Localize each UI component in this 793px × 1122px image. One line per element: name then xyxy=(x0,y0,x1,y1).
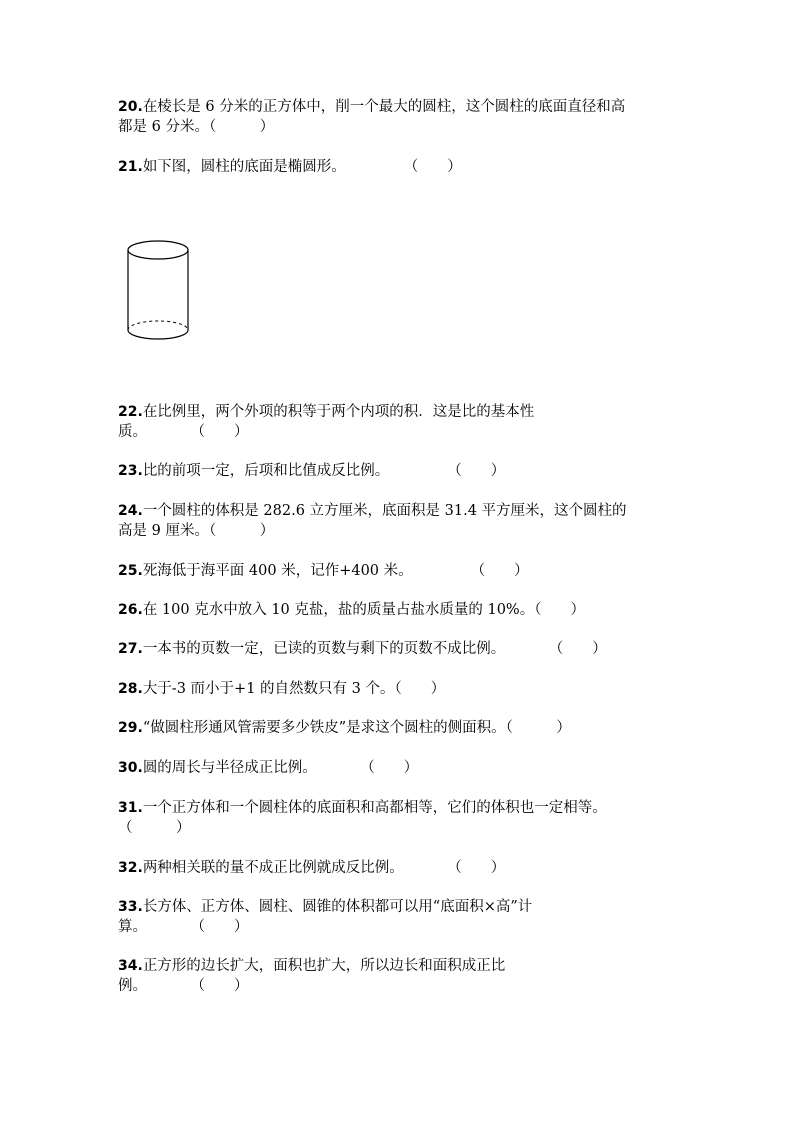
question-line xyxy=(118,97,625,117)
question-27 xyxy=(118,639,607,659)
question-text: 死海低于海平面 400 米，记作+400 米。 （ ） xyxy=(142,563,529,579)
question-number: 28. xyxy=(118,681,143,697)
question-number: 23. xyxy=(118,463,143,479)
question-number: 33. xyxy=(118,899,143,915)
question-31 xyxy=(118,798,607,838)
question-22 xyxy=(118,402,534,442)
question-24 xyxy=(118,501,627,541)
question-text: 在比例里，两个外项的积等于两个内项的积．这是比的基本性 xyxy=(142,404,535,420)
question-line xyxy=(118,758,418,778)
cylinder-top-ellipse xyxy=(128,241,188,259)
question-line xyxy=(118,679,445,699)
question-line xyxy=(118,157,462,177)
question-line xyxy=(118,897,532,917)
question-line xyxy=(118,718,571,738)
question-line: 高是 9 厘米。（ ） xyxy=(118,523,275,539)
question-number: 32. xyxy=(118,860,143,876)
question-line: 例。 （ ） xyxy=(118,978,249,994)
question-text: 比的前项一定，后项和比值成反比例。 （ ） xyxy=(142,463,506,479)
question-33 xyxy=(118,897,532,937)
question-line xyxy=(118,639,607,659)
question-line: 质。 （ ） xyxy=(118,424,249,440)
question-21 xyxy=(118,157,462,177)
question-30 xyxy=(118,758,418,778)
question-line xyxy=(118,501,627,521)
question-number: 29. xyxy=(118,720,143,736)
question-number: 27. xyxy=(118,641,143,657)
question-line xyxy=(118,561,529,581)
question-number: 31. xyxy=(118,800,143,816)
question-number: 25. xyxy=(118,563,143,579)
question-number: 30. xyxy=(118,760,143,776)
question-line xyxy=(118,461,505,481)
question-text: 圆的周长与半径成正比例。 （ ） xyxy=(142,760,419,776)
cylinder-figure xyxy=(118,232,200,350)
question-text: 一个圆柱的体积是 282.6 立方厘米，底面积是 31.4 平方厘米，这个圆柱的 xyxy=(142,503,627,519)
question-text: 长方体、正方体、圆柱、圆锥的体积都可以用“底面积×高”计 xyxy=(142,899,533,915)
question-32 xyxy=(118,858,505,878)
question-34 xyxy=(118,956,505,996)
question-text: 大于-3 而小于+1 的自然数只有 3 个。（ ） xyxy=(142,681,446,697)
question-28 xyxy=(118,679,445,699)
question-text: 一本书的页数一定，已读的页数与剩下的页数不成比例。 （ ） xyxy=(142,641,607,657)
question-number: 24. xyxy=(118,503,143,519)
question-line xyxy=(118,798,607,818)
question-line xyxy=(118,402,534,422)
question-text: 两种相关联的量不成正比例就成反比例。 （ ） xyxy=(142,860,506,876)
question-text: “做圆柱形通风管需要多少铁皮”是求这个圆柱的侧面积。（ ） xyxy=(142,720,571,736)
question-number: 26. xyxy=(118,602,143,618)
question-text: 在棱长是 6 分米的正方体中，削一个最大的圆柱，这个圆柱的底面直径和高 xyxy=(142,99,626,115)
question-line: 算。 （ ） xyxy=(118,919,249,935)
question-29 xyxy=(118,718,571,738)
question-line xyxy=(118,956,505,976)
question-text: 在 100 克水中放入 10 克盐，盐的质量占盐水质量的 10%。（ ） xyxy=(142,602,585,618)
question-line xyxy=(118,600,585,620)
question-20 xyxy=(118,97,625,137)
question-number: 20. xyxy=(118,99,143,115)
question-26 xyxy=(118,600,585,620)
question-line: 都是 6 分米。（ ） xyxy=(118,119,275,135)
question-line xyxy=(118,858,505,878)
question-23 xyxy=(118,461,505,481)
question-line: （ ） xyxy=(118,820,191,836)
cylinder-bottom-front-arc xyxy=(128,330,188,339)
question-number: 34. xyxy=(118,958,143,974)
question-text: 如下图，圆柱的底面是椭圆形。 （ ） xyxy=(142,159,462,175)
cylinder-bottom-hidden-arc xyxy=(128,321,188,330)
question-text: 正方形的边长扩大，面积也扩大，所以边长和面积成正比 xyxy=(142,958,506,974)
question-25 xyxy=(118,561,529,581)
question-number: 21. xyxy=(118,159,143,175)
question-text: 一个正方体和一个圆柱体的底面积和高都相等，它们的体积也一定相等。 xyxy=(142,800,607,816)
question-number: 22. xyxy=(118,404,143,420)
